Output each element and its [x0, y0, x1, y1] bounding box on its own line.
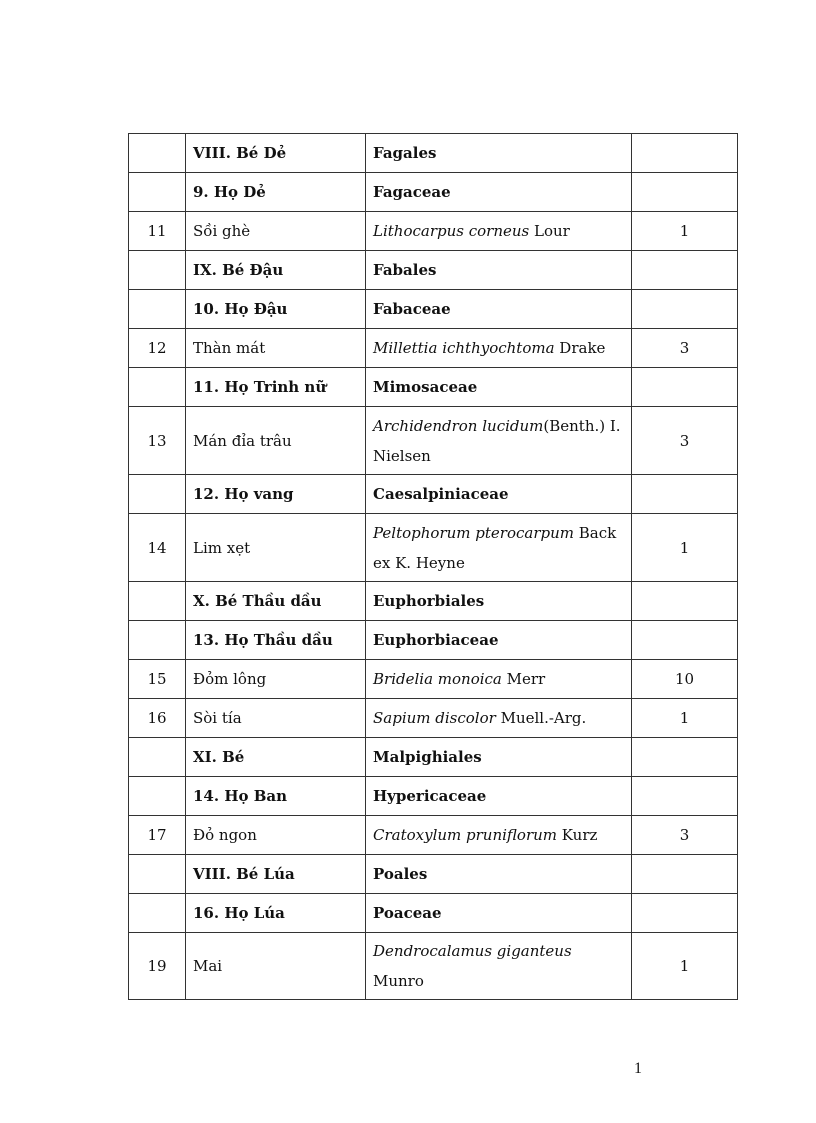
vietnamese-name-cell: 12. Họ vang — [186, 475, 366, 514]
quantity-cell — [632, 738, 738, 777]
row-number-cell: 16 — [129, 699, 186, 738]
table-group-row — [129, 777, 738, 816]
scientific-name-cell — [366, 329, 632, 368]
scientific-name-cell — [366, 699, 632, 738]
vietnamese-name-cell: 13. Họ Thầu dầu — [186, 621, 366, 660]
scientific-name-author: (Benth.) I. Nielsen — [373, 416, 621, 465]
row-number-cell — [129, 173, 186, 212]
quantity-cell: 3 — [632, 329, 738, 368]
table-group-row — [129, 738, 738, 777]
row-number-cell: 11 — [129, 212, 186, 251]
scientific-name-author: Lour — [529, 222, 570, 240]
scientific-name-italic: Archidendron lucidum — [373, 416, 544, 435]
quantity-cell — [632, 475, 738, 514]
quantity-cell: 3 — [632, 407, 738, 475]
table-row — [129, 816, 738, 855]
scientific-name-italic: Bridelia monoica — [373, 670, 502, 688]
row-number-cell — [129, 894, 186, 933]
quantity-cell: 10 — [632, 660, 738, 699]
vietnamese-name-cell: Đỏ ngon — [186, 816, 366, 855]
table-group-row — [129, 582, 738, 621]
quantity-cell — [632, 894, 738, 933]
table-row — [129, 660, 738, 699]
scientific-name-author: Drake — [554, 339, 606, 357]
vietnamese-name-cell: VIII. Bé Dẻ — [186, 134, 366, 173]
row-number-cell: 17 — [129, 816, 186, 855]
scientific-name-italic: Cratoxylum pruniflorum — [373, 826, 558, 844]
table-group-row — [129, 368, 738, 407]
table-group-row — [129, 134, 738, 173]
scientific-name-cell: Poaceae — [366, 894, 632, 933]
quantity-cell — [632, 855, 738, 894]
vietnamese-name-cell: 16. Họ Lúa — [186, 894, 366, 933]
row-number-cell — [129, 855, 186, 894]
scientific-name-cell — [366, 514, 632, 582]
vietnamese-name-cell: Sòi tía — [186, 699, 366, 738]
scientific-name-cell — [366, 407, 632, 475]
species-table-body — [129, 134, 738, 1000]
quantity-cell — [632, 621, 738, 660]
table-group-row — [129, 290, 738, 329]
vietnamese-name-cell: XI. Bé — [186, 738, 366, 777]
row-number-cell — [129, 368, 186, 407]
row-number-cell — [129, 290, 186, 329]
quantity-cell — [632, 777, 738, 816]
scientific-name-italic: Dendrocalamus giganteus — [373, 942, 572, 960]
scientific-name-author: Muell.-Arg. — [495, 709, 587, 727]
quantity-cell — [632, 134, 738, 173]
table-row — [129, 329, 738, 368]
scientific-name-cell: Fagales — [366, 134, 632, 173]
row-number-cell: 15 — [129, 660, 186, 699]
vietnamese-name-cell: Mai — [186, 933, 366, 1000]
row-number-cell: 14 — [129, 514, 186, 582]
vietnamese-name-cell: Lim xẹt — [186, 514, 366, 582]
scientific-name-author: Merr — [501, 670, 546, 688]
row-number-cell: 19 — [129, 933, 186, 1000]
quantity-cell: 1 — [632, 212, 738, 251]
scientific-name-cell: Fagaceae — [366, 173, 632, 212]
scientific-name-cell — [366, 212, 632, 251]
vietnamese-name-cell: Thàn mát — [186, 329, 366, 368]
scientific-name-cell: Fabaceae — [366, 290, 632, 329]
species-table — [128, 133, 738, 1000]
row-number-cell — [129, 738, 186, 777]
table-row — [129, 514, 738, 582]
scientific-name-cell — [366, 660, 632, 699]
quantity-cell — [632, 251, 738, 290]
row-number-cell — [129, 475, 186, 514]
scientific-name-cell: Malpighiales — [366, 738, 632, 777]
row-number-cell: 13 — [129, 407, 186, 475]
row-number-cell — [129, 777, 186, 816]
table-group-row — [129, 475, 738, 514]
scientific-name-cell: Euphorbiaceae — [366, 621, 632, 660]
vietnamese-name-cell: X. Bé Thầu dầu — [186, 582, 366, 621]
scientific-name-author: Munro — [373, 972, 424, 990]
scientific-name-italic: Lithocarpus corneus — [373, 222, 530, 240]
vietnamese-name-cell: Mán đỉa trâu — [186, 407, 366, 475]
scientific-name-cell: Mimosaceae — [366, 368, 632, 407]
scientific-name-italic: Peltophorum pterocarpum — [373, 523, 574, 542]
scientific-name-cell: Euphorbiales — [366, 582, 632, 621]
quantity-cell — [632, 582, 738, 621]
table-row — [129, 699, 738, 738]
vietnamese-name-cell: Sồi ghè — [186, 212, 366, 251]
scientific-name-cell: Poales — [366, 855, 632, 894]
row-number-cell: 12 — [129, 329, 186, 368]
scientific-name-italic: Sapium discolor — [373, 709, 496, 727]
vietnamese-name-cell: Đỏm lông — [186, 660, 366, 699]
row-number-cell — [129, 582, 186, 621]
quantity-cell: 3 — [632, 816, 738, 855]
table-row — [129, 933, 738, 1000]
table-row — [129, 407, 738, 475]
table-group-row — [129, 894, 738, 933]
quantity-cell — [632, 173, 738, 212]
quantity-cell: 1 — [632, 933, 738, 1000]
scientific-name-cell: Hypericaceae — [366, 777, 632, 816]
row-number-cell — [129, 251, 186, 290]
table-group-row — [129, 855, 738, 894]
table-group-row — [129, 621, 738, 660]
vietnamese-name-cell: 9. Họ Dẻ — [186, 173, 366, 212]
quantity-cell: 1 — [632, 514, 738, 582]
row-number-cell — [129, 134, 186, 173]
table-group-row — [129, 173, 738, 212]
table-row — [129, 212, 738, 251]
vietnamese-name-cell: 11. Họ Trinh nữ — [186, 368, 366, 407]
scientific-name-cell: Caesalpiniaceae — [366, 475, 632, 514]
quantity-cell: 1 — [632, 699, 738, 738]
page-number: 1 — [634, 1060, 642, 1077]
vietnamese-name-cell: IX. Bé Đậu — [186, 251, 366, 290]
quantity-cell — [632, 368, 738, 407]
scientific-name-cell — [366, 933, 632, 1000]
scientific-name-author: Back ex K. Heyne — [373, 523, 617, 572]
quantity-cell — [632, 290, 738, 329]
scientific-name-author: Kurz — [557, 826, 598, 844]
vietnamese-name-cell: 14. Họ Ban — [186, 777, 366, 816]
table-group-row — [129, 251, 738, 290]
row-number-cell — [129, 621, 186, 660]
scientific-name-italic: Millettia ichthyochtoma — [373, 339, 555, 357]
scientific-name-cell: Fabales — [366, 251, 632, 290]
vietnamese-name-cell: VIII. Bé Lúa — [186, 855, 366, 894]
vietnamese-name-cell: 10. Họ Đậu — [186, 290, 366, 329]
scientific-name-cell — [366, 816, 632, 855]
